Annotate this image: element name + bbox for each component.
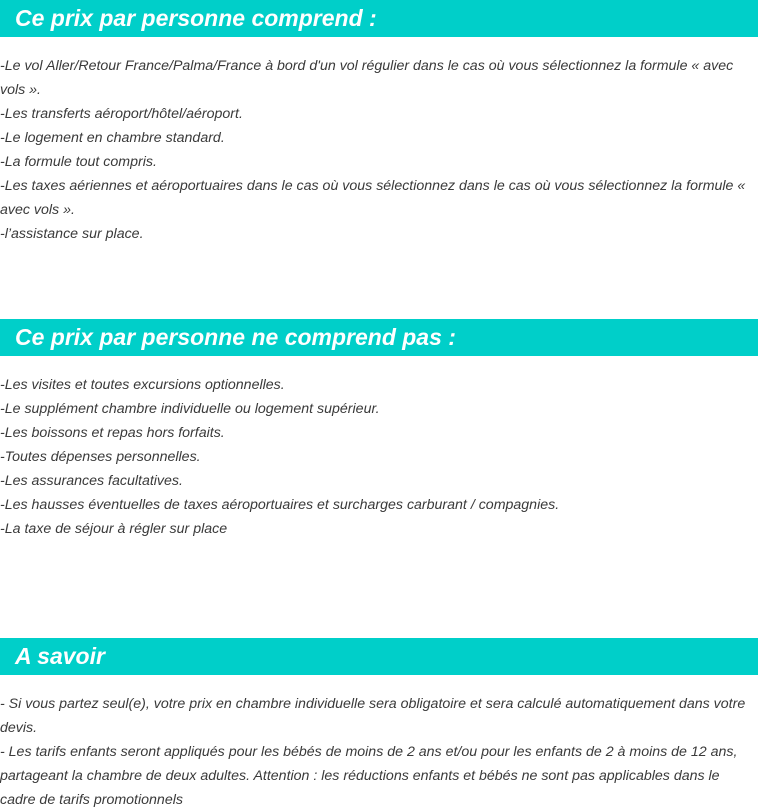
included-heading: Ce prix par personne comprend : <box>0 0 758 37</box>
not-included-heading: Ce prix par personne ne comprend pas : <box>0 319 758 356</box>
list-item: -Le supplément chambre individuelle ou logement supérieur. <box>0 401 380 417</box>
list-item: -Toutes dépenses personnelles. <box>0 449 201 465</box>
list-item: -Le logement en chambre standard. <box>0 130 225 146</box>
list-item: -Les taxes aériennes et aéroportuaires dans le cas où vous sélectionnez dans le cas où vous sélectionnez la formule « avec vols ». <box>0 178 746 218</box>
list-item: -La formule tout compris. <box>0 154 157 170</box>
good-to-know-list <box>0 692 758 812</box>
not-included-list <box>0 373 758 541</box>
not-included-section <box>0 319 758 541</box>
good-to-know-section <box>0 638 758 812</box>
list-item: -Le vol Aller/Retour France/Palma/France à bord d'un vol régulier dans le cas où vous sélectionnez la formule « avec vols ». <box>0 58 734 98</box>
good-to-know-heading: A savoir <box>0 638 758 675</box>
included-list <box>0 54 758 246</box>
list-item: -Les transferts aéroport/hôtel/aéroport. <box>0 106 243 122</box>
list-item: -Les hausses éventuelles de taxes aéroportuaires et surcharges carburant / compagnies. <box>0 497 560 513</box>
list-item: -l’assistance sur place. <box>0 226 144 242</box>
list-item: - Si vous partez seul(e), votre prix en chambre individuelle sera obligatoire et sera calculé automatiquement dans votre devis. <box>0 696 746 736</box>
list-item: -Les boissons et repas hors forfaits. <box>0 425 225 441</box>
list-item: -La taxe de séjour à régler sur place <box>0 521 228 537</box>
list-item: -Les visites et toutes excursions optionnelles. <box>0 377 285 393</box>
list-item: -Les assurances facultatives. <box>0 473 183 489</box>
included-section <box>0 0 758 246</box>
list-item: - Les tarifs enfants seront appliqués pour les bébés de moins de 2 ans et/ou pour les enfants de 2 à moins de 12 ans, partageant la chambre de deux adultes. Attention : les réductions enfants et bébés ne sont pas applicables dans le cadre de tarifs promotionnels <box>0 744 738 808</box>
